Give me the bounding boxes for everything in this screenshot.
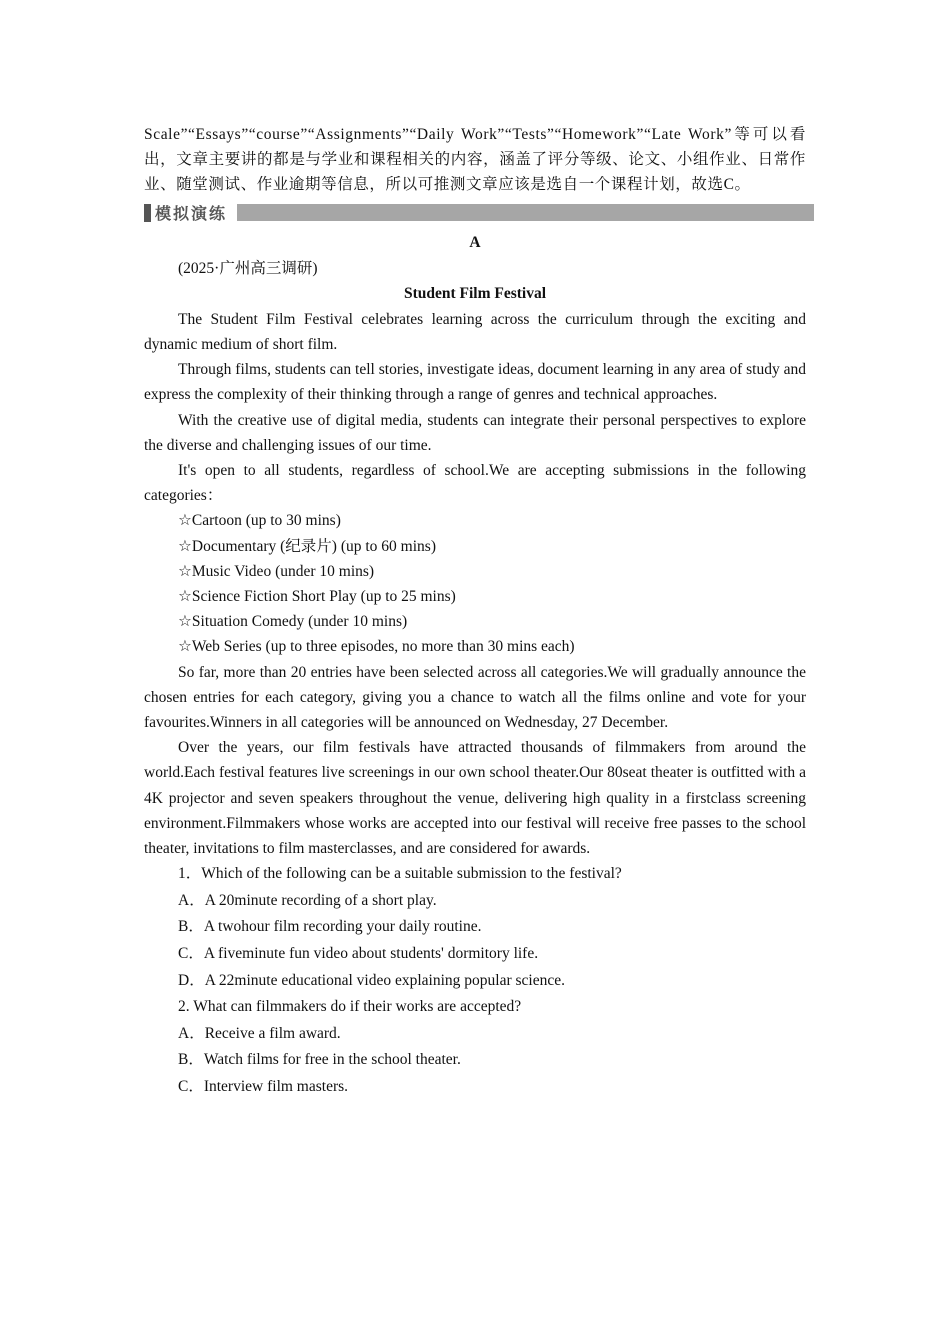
passage-paragraph: Over the years, our film festivals have attracted thousands of filmmakers from around the world.Each festival features live screenings in our own school theater.Our 80seat theater is outfitted with a 4K projector and seven speakers throughout the venue, delivering high quality in a firstclass screening environment.Filmmakers whose works are accepted into our festival will receive free passes to the school theater, invitations to film masterclasses, and are considered for awards. <box>144 739 806 858</box>
question-option: B．Watch films for free in the school theater. <box>178 1051 461 1069</box>
section-marker <box>144 204 151 222</box>
section-title: 模拟演练 <box>155 204 228 224</box>
section-header <box>144 202 814 224</box>
category-item: ☆Science Fiction Short Play (up to 25 mins) <box>178 588 456 606</box>
category-item: ☆Documentary (纪录片) (up to 60 mins) <box>178 537 436 555</box>
category-item: ☆Web Series (up to three episodes, no more than 30 mins each) <box>178 638 575 656</box>
section-rule <box>237 204 814 221</box>
passage-paragraph: It's open to all students, regardless of school.We are accepting submissions in the following categories： <box>144 462 806 505</box>
document-page <box>144 122 806 1101</box>
intro-paragraph: Scale”“Essays”“course”“Assignments”“Daily Work”“Tests”“Homework”“Late Work”等可以看出，文章主要讲的都是与学业和课程相关的内容，涵盖了评分等级、论文、小组作业、日常作业、随堂测试、作业逾期等信息，所以可推测文章应该是选自一个课程计划，故选C。 <box>144 126 806 194</box>
passage-source: (2025·广州高三调研) <box>178 259 318 277</box>
passage-paragraph: With the creative use of digital media, students can integrate their personal perspectives to explore the diverse and challenging issues of our time. <box>144 411 806 454</box>
passage-label: A <box>469 233 481 251</box>
passage-title: Student Film Festival <box>403 284 547 302</box>
question-option: C．Interview film masters. <box>178 1078 349 1096</box>
passage-paragraph: So far, more than 20 entries have been selected across all categories.We will gradually announce the chosen entries for each category, giving you a chance to watch all the films online and vote for your favourites.Winners in all categories will be announced on Wednesday, 27 December. <box>144 663 806 732</box>
question-stem: 1．Which of the following can be a suitable submission to the festival? <box>178 865 622 883</box>
passage-paragraph: Through films, students can tell stories, investigate ideas, document learning in any area of study and express the complexity of their thinking through a range of genres and technical approaches. <box>144 361 806 404</box>
question-option: A．Receive a film award. <box>178 1024 341 1042</box>
question-stem: 2. What can filmmakers do if their works are accepted? <box>178 998 522 1016</box>
category-item: ☆Music Video (under 10 mins) <box>178 562 375 580</box>
question-option: B．A twohour film recording your daily routine. <box>178 918 482 936</box>
question-option: A．A 20minute recording of a short play. <box>178 891 437 909</box>
question-option: C．A fiveminute fun video about students' dormitory life. <box>178 945 539 963</box>
question-option: D．A 22minute educational video explaining popular science. <box>178 971 565 989</box>
category-item: ☆Situation Comedy (under 10 mins) <box>178 613 408 631</box>
passage-paragraph: The Student Film Festival celebrates learning across the curriculum through the exciting and dynamic medium of short film. <box>144 310 806 354</box>
category-item: ☆Cartoon (up to 30 mins) <box>178 512 341 530</box>
